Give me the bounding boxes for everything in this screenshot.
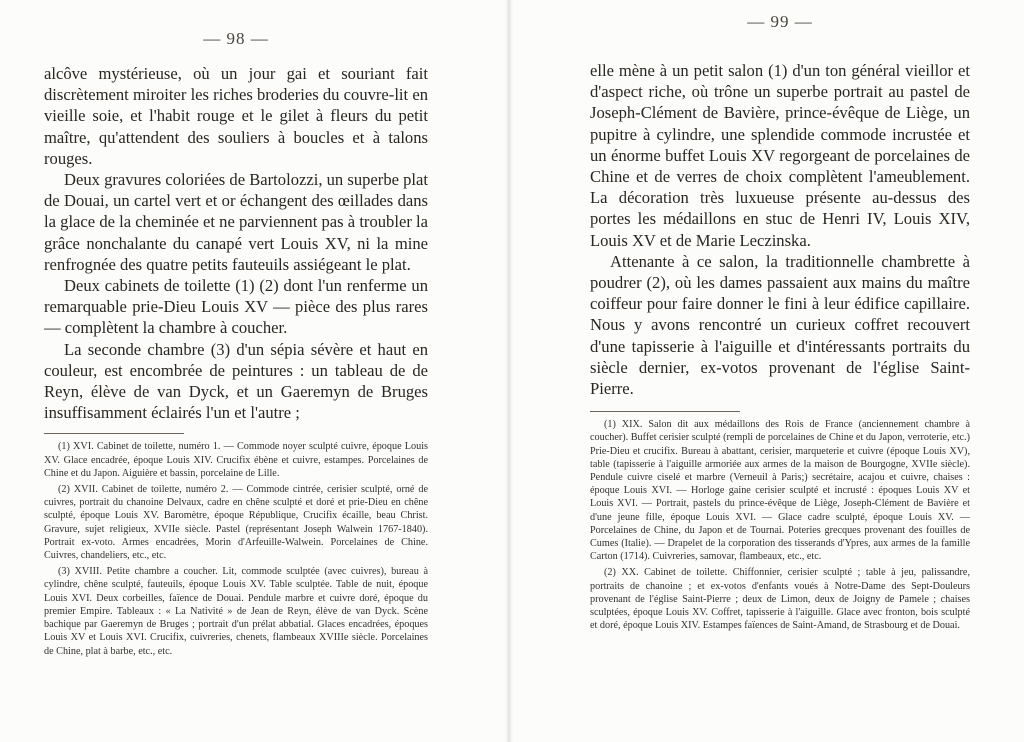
page-number-left: — 98 — bbox=[203, 29, 269, 48]
paragraph: alcôve mystérieuse, où un jour gai et souriant fait discrètement miroiter les riches broderies du couvre-lit en vieille soie, et l'habit rouge et le gilet à fleurs du petit maître, qu'attendent des souliers à boucles et à talons rouges. bbox=[44, 64, 428, 168]
paragraph: elle mène à un petit salon (1) d'un ton général vieillor et d'aspect riche, où trône un superbe portrait au pastel de Joseph-Clément de Bavière, prince-évêque de Liège, un pupitre à cylindre, une splendide commode incrustée et un énorme buffet Louis XV regorgeant de porcelaines de Chine et de verres de choix complètent l'ameublement. La décoration très luxueuse présente au-dessus des portes les médaillons en stuc de Henri IV, Louis XIV, Louis XV et de Marie Leczinska. bbox=[590, 61, 970, 250]
paragraph: Deux cabinets de toilette (1) (2) dont l'un renferme un remarquable prie-Dieu Louis XV — pièce des plus rares — complètent la chambre à coucher. bbox=[44, 276, 428, 338]
left-page-footnotes bbox=[44, 440, 428, 657]
right-page-footnotes bbox=[590, 418, 970, 632]
page-number-right: — 99 — bbox=[747, 12, 813, 31]
footnote-rule bbox=[44, 433, 184, 434]
right-page bbox=[590, 0, 970, 636]
footnote: (2) XX. Cabinet de toilette. Chiffonnier, cerisier sculpté ; table à jeu, palissandre, portraits de chanoine ; et ex-votos d'enfants voués à Notre-Dame des Sept-Douleurs provenant de l'église Saint-Pierre ; deux de Limon, deux de Joigny de Pamele ; chaises sculptées, époque Louis XV. Coffret, tapisserie à l'aiguille. Glace avec fronton, bois sculpté et doré, époque Louis XIV. Estampes faïences de Saint-Amand, de Strasbourg et de Douai. bbox=[590, 567, 970, 632]
footnote: (3) XVIII. Petite chambre a coucher. Lit, commode sculptée (avec cuivres), bureau à cylindre, chêne sculpté, fauteuils, époque Louis XV. Table sculptée. Table de nuit, époque Louis XVI. Deux corbeilles, faïence de Douai. Pendule marbre et cuivre doré, époque du premier Empire. Tableaux : « La Nativité » de Jean de Reyn, élève de van Dyck. Scène bachique par Gaeremyn de Bruges ; portrait d'un prélat abbatial. Glaces encadrées, époques Louis XV et Louis XVI. Crucifix, cuivreries, chenets, flambeaux XVIIIe siècle. Porcelaines de Chine, plat à barbe, etc., etc. bbox=[44, 566, 428, 657]
footnote: (1) XVI. Cabinet de toilette, numéro 1. — Commode noyer sculpté cuivre, époque Louis XV. Glace encadrée, époque Louis XIV. Crucifix ébène et cuivre, estampes. Porcelaines de Chine et du Japon. Aiguière et bassin, porcelaine de Lille. bbox=[44, 441, 428, 479]
footnote: (1) XIX. Salon dit aux médaillons des Rois de France (anciennement chambre à coucher). Buffet cerisier sculpté (rempli de porcelaines de Chine et du Japon, verroterie, etc.) Prie-Dieu et crucifix. Bureau à abattant, cerisier, marqueterie et cuivre (époque Louis XV), table (tapisserie à l'aiguille armoriée aux armes de la maison de Bourgogne, XVIIe siècle). Pendule cuivre ciselé et marbre (Verneuil à Paris;) secrétaire, acajou et cuivre, chaises : époque Louis XVI. — Horloge gaine cerisier sculpté et incrusté : époques Louis XV et Louis XVI. — Portrait, pastels du prince-évêque de Liège, Joseph-Clément de Bavière et d'une jeune fille, époque Louis XVI. — Glace cadre sculpté, époque Louis XV. — Porcelaines de Chine, du Japon et de Tournai. Poteries grecques provenant des fouilles de Cumes (Italie). — Drapelet de la corporation des tisserands d'Ypres, aux armes de la famille Carton (1714). Cuivreries, samovar, flambeaux, etc., etc. bbox=[590, 419, 970, 563]
footnote-rule bbox=[590, 411, 740, 412]
footnote: (2) XVII. Cabinet de toilette, numéro 2. — Commode cintrée, cerisier sculpté, orné de cuivres, portrait du chanoine Delvaux, cadre en chêne sculpté et doré et prie-Dieu en chêne sculpté, époque Louis XV. Baromètre, époque République, Crucifix écaille, beau Christ. Gravure, sujet religieux, XVIIe siècle. Pastel (représentant Joseph Walwein 1767-1840). Portrait ex-voto. Armes encadrées, Morin d'Arfeuille-Walwein. Porcelaines de Chine. Cuivres, chandeliers, etc., etc. bbox=[44, 484, 428, 562]
left-page bbox=[44, 0, 428, 661]
book-gutter bbox=[505, 0, 513, 742]
paragraph: La seconde chambre (3) d'un sépia sévère et haut en couleur, est encombrée de peintures : un tableau de de Reyn, élève de van Dyck, et un Gaeremyn de Bruges insuffisamment éclairés l'un et l'autre ; bbox=[44, 339, 428, 423]
right-page-body bbox=[590, 60, 970, 399]
paragraph: Attenante à ce salon, la traditionnelle chambrette à poudrer (2), où les dames passaient aux mains du maître coiffeur pour faire donner le fini à leur édifice capillaire. Nous y avons rencontré un curieux coffret recouvert d'une tapisserie à l'aiguille et d'intéressants portraits du siècle dernier, ex-votos provenant de l'église Saint-Pierre. bbox=[590, 251, 970, 399]
paragraph: Deux gravures coloriées de Bartolozzi, un superbe plat de Douai, un cartel vert et or échangent des œillades dans la glace de la cheminée et ne parviennent pas à troubler la grâce nonchalante du canapé vert Louis XV, ni la mine renfrognée des quatre petits fauteuils assiégeant le plat. bbox=[44, 170, 429, 274]
left-page-body bbox=[44, 63, 428, 423]
